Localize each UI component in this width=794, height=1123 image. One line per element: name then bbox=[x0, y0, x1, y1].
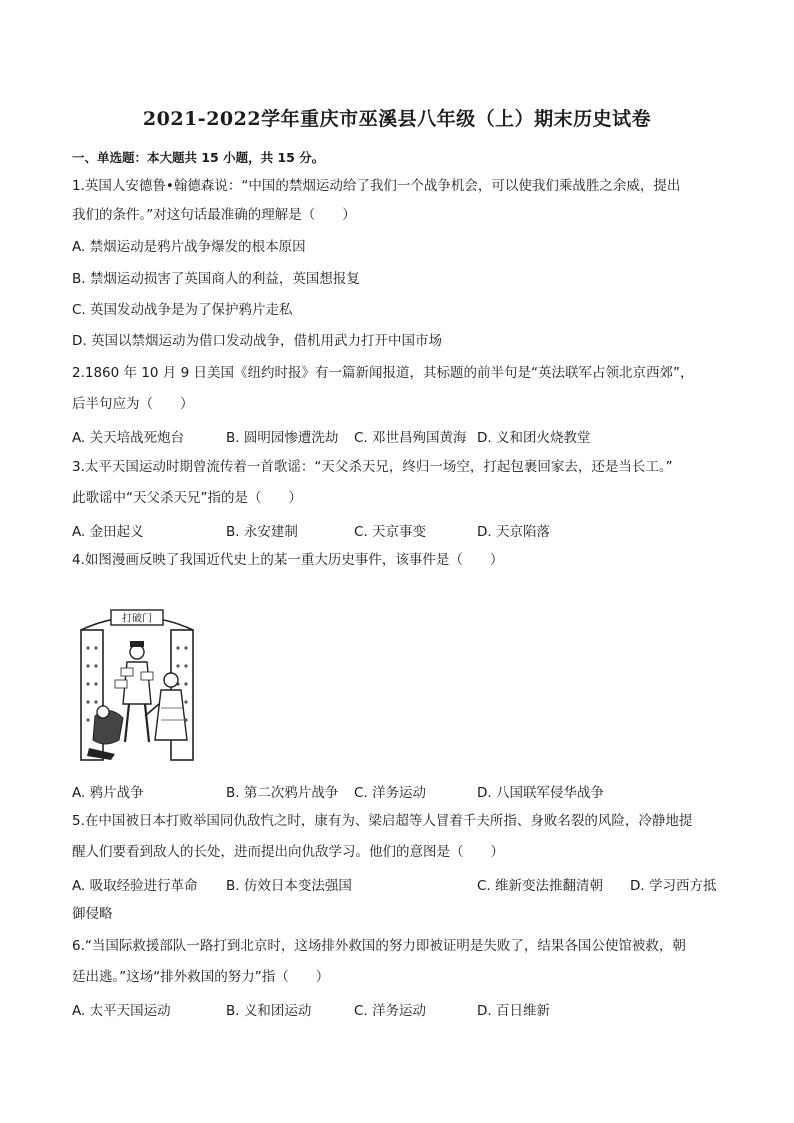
question-2-option-c[interactable]: C. 邓世昌殉国黄海 bbox=[354, 430, 467, 446]
question-1-option-c[interactable]: C. 英国发动战争是为了保护鸦片走私 bbox=[72, 302, 293, 318]
question-3-option-d[interactable]: D. 天京陷落 bbox=[477, 524, 550, 540]
cartoon-illustration bbox=[75, 608, 199, 764]
question-4-option-c[interactable]: C. 洋务运动 bbox=[354, 785, 427, 801]
question-2-line-2: 后半句应为（ ） bbox=[72, 396, 194, 412]
question-3-options bbox=[72, 520, 732, 538]
question-1-line-2: 我们的条件。”对这句话最准确的理解是（ ） bbox=[72, 207, 356, 223]
question-1-option-b[interactable]: B. 禁烟运动损害了英国商人的利益，英国想报复 bbox=[72, 271, 360, 287]
question-2-option-b[interactable]: B. 圆明园惨遭洗劫 bbox=[226, 430, 339, 446]
question-5-line-1: 5.在中国被日本打败举国同仇敌忾之时，康有为、梁启超等人冒着千夫所指、身败名裂的风险，冷静地提 bbox=[72, 813, 693, 829]
question-1-option-d[interactable]: D. 英国以禁烟运动为借口发动战争，借机用武力打开中国市场 bbox=[72, 333, 442, 349]
question-3-option-c[interactable]: C. 天京事变 bbox=[354, 524, 427, 540]
section-heading: 一、单选题：本大题共 15 小题，共 15 分。 bbox=[72, 150, 325, 165]
question-4-options bbox=[72, 781, 732, 799]
question-4-option-d[interactable]: D. 八国联军侵华战争 bbox=[477, 785, 604, 801]
question-5-option-d-wrap: 御侵略 bbox=[72, 906, 113, 922]
question-6-line-1: 6.“当国际救援部队一路打到北京时，这场排外救国的努力即被证明是失败了，结果各国公使馆被救，朝 bbox=[72, 938, 686, 954]
question-5-option-a[interactable]: A. 吸取经验进行革命 bbox=[72, 878, 198, 894]
question-3-line-2: 此歌谣中“天父杀天兄”指的是（ ） bbox=[72, 490, 302, 506]
question-3-option-b[interactable]: B. 永安建制 bbox=[226, 524, 298, 540]
question-3-line-1: 3.太平天国运动时期曾流传着一首歌谣：“天父杀天兄，终归一场空，打起包裹回家去，还是当长工。” bbox=[72, 459, 673, 475]
question-1-option-a[interactable]: A. 禁烟运动是鸦片战争爆发的根本原因 bbox=[72, 239, 306, 255]
question-4-line-1: 4.如图漫画反映了我国近代史上的某一重大历史事件，该事件是（ ） bbox=[72, 552, 504, 568]
question-6-options bbox=[72, 999, 732, 1017]
question-4-option-b[interactable]: B. 第二次鸦片战争 bbox=[226, 785, 339, 801]
question-5-line-2: 醒人们要看到敌人的长处，进而提出向仇敌学习。他们的意图是（ ） bbox=[72, 844, 504, 860]
question-1-line-1: 1.英国人安德鲁•翰德森说：“中国的禁烟运动给了我们一个战争机会，可以使我们乘战胜之余威，提出 bbox=[72, 178, 681, 194]
question-6-option-b[interactable]: B. 义和团运动 bbox=[226, 1003, 312, 1019]
question-2-option-d[interactable]: D. 义和团火烧教堂 bbox=[477, 430, 591, 446]
question-2-option-a[interactable]: A. 关天培战死炮台 bbox=[72, 430, 185, 446]
cartoon-sign-text: 打破门 bbox=[122, 613, 152, 625]
question-5-option-c[interactable]: C. 维新变法推翻清朝 bbox=[477, 878, 604, 894]
question-2-options bbox=[72, 426, 732, 444]
question-5-option-d[interactable]: D. 学习西方抵 bbox=[630, 878, 717, 894]
question-5-option-b[interactable]: B. 仿效日本变法强国 bbox=[226, 878, 352, 894]
question-6-option-d[interactable]: D. 百日维新 bbox=[477, 1003, 550, 1019]
question-6-option-c[interactable]: C. 洋务运动 bbox=[354, 1003, 427, 1019]
question-6-option-a[interactable]: A. 太平天国运动 bbox=[72, 1003, 171, 1019]
exam-title: 2021-2022学年重庆市巫溪县八年级（上）期末历史试卷 bbox=[142, 108, 652, 130]
question-5-options bbox=[72, 874, 732, 892]
question-4-option-a[interactable]: A. 鸦片战争 bbox=[72, 785, 144, 801]
question-6-line-2: 廷出逃。”这场“排外救国的努力”指（ ） bbox=[72, 969, 330, 985]
question-3-option-a[interactable]: A. 金田起义 bbox=[72, 524, 144, 540]
question-2-line-1: 2.1860 年 10 月 9 日美国《纽约时报》有一篇新闻报道，其标题的前半句是“英法联军占领北京西郊”， bbox=[72, 365, 694, 381]
